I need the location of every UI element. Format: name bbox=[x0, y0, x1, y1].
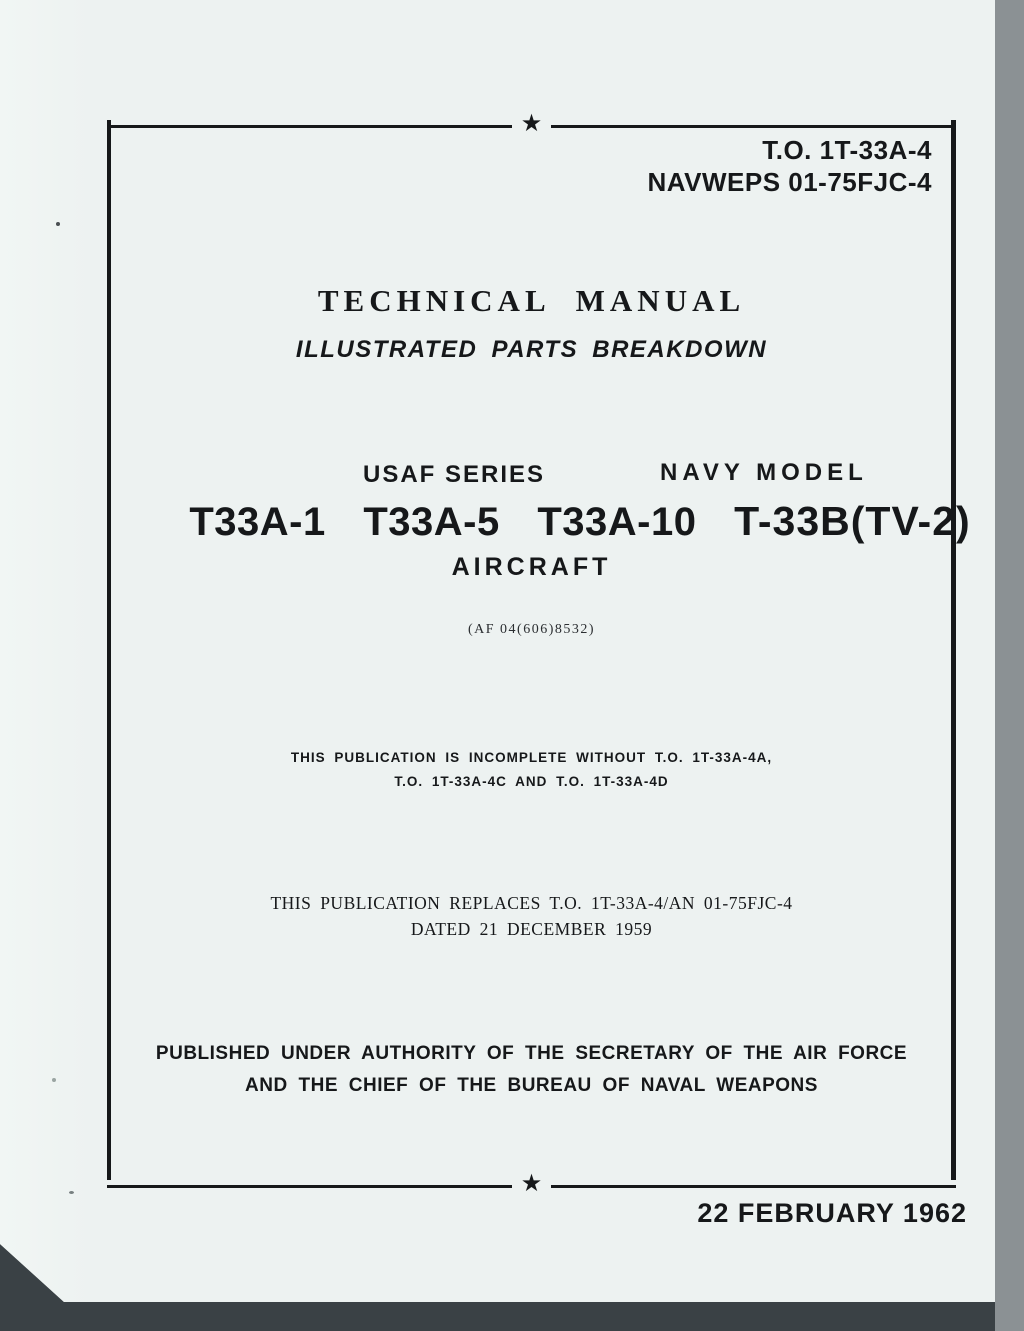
authority-note-line: AND THE CHIEF OF THE BUREAU OF NAVAL WEAPONS bbox=[245, 1075, 818, 1096]
publication-numbers bbox=[648, 134, 933, 198]
top-border-rule bbox=[107, 110, 956, 137]
aircraft-type-label: AIRCRAFT bbox=[451, 553, 612, 581]
rule-line-right bbox=[551, 125, 956, 128]
star-icon: ★ bbox=[520, 1170, 543, 1197]
to-number: T.O. 1T-33A-4 bbox=[762, 135, 932, 165]
contract-number: (AF 04(606)8532) bbox=[467, 622, 596, 637]
replacement-note bbox=[107, 890, 956, 942]
document-title: TECHNICAL MANUAL bbox=[317, 283, 746, 318]
bottom-border-rule bbox=[107, 1170, 956, 1197]
scan-backing-right-strip bbox=[995, 0, 1024, 1331]
publication-date: 22 FEBRUARY 1962 bbox=[697, 1198, 967, 1228]
usaf-model: T33A-5 bbox=[363, 500, 500, 544]
page-border-frame bbox=[107, 120, 956, 1180]
aircraft-models-line bbox=[150, 498, 1010, 545]
scan-speck bbox=[56, 222, 60, 226]
replacement-note-line: DATED 21 DECEMBER 1959 bbox=[410, 919, 653, 939]
incomplete-note bbox=[107, 746, 956, 794]
usaf-model: T33A-1 bbox=[189, 500, 326, 544]
incomplete-note-line: T.O. 1T-33A-4C AND T.O. 1T-33A-4D bbox=[394, 774, 669, 789]
navy-model: T-33B(TV-2) bbox=[734, 498, 971, 544]
scan-speck bbox=[69, 1191, 74, 1194]
rule-line-left bbox=[107, 1185, 512, 1188]
authority-note-line: PUBLISHED UNDER AUTHORITY OF THE SECRETARY OF THE AIR FORCE bbox=[155, 1043, 908, 1064]
usaf-model: T33A-10 bbox=[537, 500, 697, 544]
navweps-number: NAVWEPS 01-75FJC-4 bbox=[647, 167, 932, 197]
rule-line-left bbox=[107, 125, 512, 128]
rule-line-right bbox=[551, 1185, 956, 1188]
usaf-series-label: USAF SERIES bbox=[363, 461, 546, 488]
incomplete-note-line: THIS PUBLICATION IS INCOMPLETE WITHOUT T.O. 1T-33A-4A, bbox=[290, 750, 773, 765]
replacement-note-line: THIS PUBLICATION REPLACES T.O. 1T-33A-4/AN 01-75FJC-4 bbox=[270, 893, 793, 913]
page-left-sheen bbox=[0, 0, 90, 1302]
document-subtitle: ILLUSTRATED PARTS BREAKDOWN bbox=[295, 336, 768, 363]
authority-note bbox=[107, 1038, 956, 1102]
navy-model-label: NAVY MODEL bbox=[660, 459, 868, 486]
star-icon: ★ bbox=[520, 110, 543, 137]
scan-speck bbox=[52, 1078, 56, 1082]
